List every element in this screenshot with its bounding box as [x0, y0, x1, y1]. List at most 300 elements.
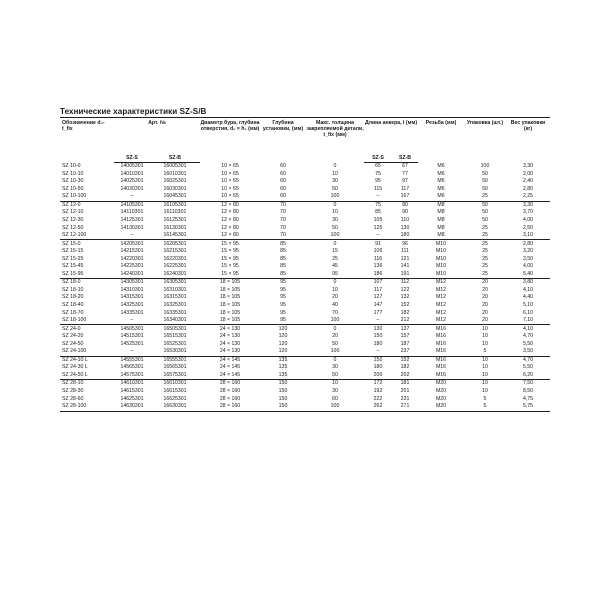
cell-thickness: 30	[332, 388, 338, 395]
cell-weight: 3,80	[506, 279, 550, 287]
table-row	[60, 248, 550, 256]
cell-art-sz-b: 16315301	[163, 294, 187, 301]
cell-pack: 25	[482, 255, 488, 262]
cell-length-sz-b: 181	[392, 380, 418, 388]
cell-thickness: 30	[332, 217, 338, 223]
cell-length-sz-b: 141	[400, 263, 410, 270]
cell-weight: 5,10	[522, 302, 534, 309]
cell-pack: 20	[482, 302, 488, 309]
table-header	[60, 118, 550, 163]
cell-designation: SZ 15-25	[62, 255, 84, 262]
cell-diameter: 15 × 95	[200, 240, 260, 248]
cell-depth: 70	[280, 209, 286, 216]
cell-thickness: 100	[330, 232, 340, 239]
cell-art-sz-s: –	[130, 348, 134, 355]
cell-thread: M8	[437, 232, 445, 239]
header-weight: Вес упаковки (кг)	[510, 120, 546, 132]
cell-weight: 2,50	[522, 224, 534, 231]
cell-depth: 120	[278, 348, 288, 355]
cell-pack: 25	[482, 232, 488, 239]
cell-thickness: 40	[332, 302, 338, 309]
cell-art-sz-s: 14125301	[120, 217, 144, 223]
cell-art-sz-s: 14315301	[120, 294, 144, 301]
cell-thread: M10	[435, 255, 447, 262]
cell-diameter: 10 × 65	[221, 193, 239, 200]
cell-pack: 25	[482, 248, 488, 255]
cell-length-sz-s: 177	[373, 309, 383, 316]
cell-depth: 150	[260, 403, 306, 411]
cell-thread: M10	[435, 263, 447, 270]
table-row	[60, 333, 550, 341]
cell-diameter: 18 × 105	[219, 317, 241, 324]
cell-thread: M20	[418, 403, 464, 411]
cell-weight: 5,50	[522, 364, 534, 371]
cell-weight: 3,30	[506, 201, 550, 209]
cell-length-sz-s: 127	[373, 294, 383, 301]
cell-weight: 8,50	[522, 388, 534, 395]
table-row	[60, 193, 550, 201]
cell-thickness: 100	[306, 403, 364, 411]
cell-art-sz-s: –	[130, 193, 134, 200]
cell-length-sz-s: 222	[373, 395, 383, 402]
cell-diameter: 28 × 160	[219, 388, 241, 395]
cell-art-sz-b: 16610301	[150, 380, 200, 388]
cell-length-sz-b: 231	[400, 395, 410, 402]
cell-depth: 150	[260, 380, 306, 388]
header-pack: Упаковка (шт.)	[466, 120, 504, 126]
cell-length-sz-s: 117	[373, 286, 383, 293]
table-row	[60, 209, 550, 217]
cell-art-sz-s: 14525301	[120, 340, 144, 347]
cell-length-sz-b: 122	[400, 286, 410, 293]
cell-designation: SZ 28-100	[60, 403, 114, 411]
table-row	[60, 325, 550, 333]
cell-diameter: 18 × 105	[219, 286, 241, 293]
cell-pack: 20	[482, 309, 488, 316]
cell-thread: M12	[435, 317, 447, 324]
cell-length-sz-b: 130	[400, 224, 410, 231]
cell-weight: 3,50	[522, 348, 534, 355]
cell-thread: M20	[435, 388, 447, 395]
cell-designation: SZ 24-50 L	[62, 371, 88, 378]
cell-art-sz-s: 14215301	[120, 248, 144, 255]
cell-thickness: 60	[332, 395, 338, 402]
cell-depth: 70	[280, 217, 286, 223]
spec-table	[60, 117, 550, 412]
cell-thickness: 0	[306, 240, 364, 248]
cell-designation: SZ 12-50	[62, 224, 84, 231]
cell-art-sz-s: 14505301	[114, 325, 150, 333]
cell-length-sz-s: 106	[373, 248, 383, 255]
cell-art-sz-s: 14130301	[120, 224, 144, 231]
cell-diameter: 24 × 145	[219, 371, 241, 378]
table-row	[60, 271, 550, 279]
cell-art-sz-s: –	[130, 232, 134, 239]
cell-designation: SZ 12-100	[62, 232, 87, 239]
cell-depth: 85	[280, 270, 286, 277]
table-row	[60, 256, 550, 264]
cell-designation: SZ 12-0	[60, 201, 114, 209]
cell-depth: 95	[280, 286, 286, 293]
header-art-sz-b: SZ-B	[150, 155, 200, 163]
cell-pack: 10	[464, 380, 506, 388]
cell-thickness: 15	[332, 248, 338, 255]
cell-thickness: 0	[333, 162, 337, 169]
cell-depth: 60	[280, 193, 286, 200]
cell-depth: 135	[260, 356, 306, 364]
cell-art-sz-b: 16575301	[163, 371, 187, 378]
cell-art-sz-s: 14610301	[114, 380, 150, 388]
cell-diameter: 15 × 95	[221, 263, 239, 270]
cell-weight: 6,20	[522, 371, 534, 378]
cell-pack: 25	[482, 263, 488, 270]
cell-art-sz-s: –	[130, 317, 134, 324]
cell-length-sz-s: 150	[364, 356, 392, 364]
cell-length-sz-s: 115	[373, 185, 383, 192]
cell-thread: M12	[418, 279, 464, 287]
cell-length-sz-b: 152	[392, 356, 418, 364]
cell-designation: SZ 24-50	[62, 340, 84, 347]
cell-thickness: 50	[332, 371, 338, 378]
header-thread: Резьба (мм)	[425, 120, 457, 126]
cell-thread: M8	[437, 209, 445, 216]
cell-weight: 2,00	[522, 170, 534, 177]
cell-thickness: 30	[332, 364, 338, 371]
cell-length-sz-b: 67	[402, 163, 408, 170]
cell-thread: M12	[435, 309, 447, 316]
cell-thread: M12	[435, 302, 447, 309]
cell-art-sz-s: 14630301	[114, 403, 150, 411]
cell-thread: M16	[435, 348, 447, 355]
cell-diameter: 15 × 95	[221, 270, 239, 277]
cell-thread: M10	[435, 270, 447, 277]
cell-diameter: 24 × 130	[219, 348, 241, 355]
cell-pack: 25	[482, 270, 488, 277]
table-row	[60, 178, 550, 186]
table-row	[60, 302, 550, 310]
cell-art-sz-b: 16615301	[163, 388, 187, 395]
cell-length-sz-b: 111	[401, 248, 409, 255]
cell-art-sz-b: 16325301	[163, 302, 187, 309]
cell-thread: M16	[418, 325, 464, 333]
cell-length-sz-b: 201	[400, 388, 410, 395]
cell-pack: 10	[482, 371, 488, 378]
cell-weight: 4,70	[522, 333, 534, 340]
cell-pack: 10	[482, 333, 488, 340]
table-row	[60, 294, 550, 302]
cell-diameter: 24 × 130	[219, 340, 241, 347]
cell-depth: 95	[260, 279, 306, 287]
cell-length-sz-s: –	[376, 193, 380, 200]
cell-length-sz-b: 90	[402, 209, 408, 216]
cell-thread: M10	[418, 240, 464, 248]
table-row	[60, 309, 550, 317]
cell-art-sz-b: 16505301	[150, 325, 200, 333]
cell-diameter: 10 × 65	[221, 170, 239, 177]
cell-art-sz-s: 14325301	[120, 302, 144, 309]
cell-designation: SZ 18-10	[62, 286, 84, 293]
cell-art-sz-s: 14220301	[120, 255, 144, 262]
cell-diameter: 18 × 105	[219, 302, 241, 309]
cell-diameter: 18 × 105	[219, 309, 241, 316]
cell-length-sz-b: 212	[400, 317, 410, 324]
cell-length-sz-s: 105	[373, 217, 383, 223]
cell-designation: SZ 28-30	[62, 388, 84, 395]
cell-thread: M8	[437, 217, 445, 223]
cell-art-sz-s: 14105301	[114, 201, 150, 209]
cell-thread: M10	[435, 248, 447, 255]
cell-depth: 135	[278, 371, 288, 378]
cell-thread: M16	[435, 333, 447, 340]
cell-designation: SZ 24-30 L	[62, 364, 88, 371]
header-diameter: Диаметр бура, глубина отверстия, d₀ × h₁ (мм)	[200, 120, 260, 132]
cell-pack: 20	[482, 294, 488, 301]
cell-designation: SZ 10-0	[62, 162, 81, 169]
cell-pack: 10	[464, 325, 506, 333]
cell-pack: 20	[482, 286, 488, 293]
cell-length-sz-s: –	[376, 317, 380, 324]
cell-art-sz-s: 14310301	[120, 286, 144, 293]
cell-pack: 50	[482, 170, 488, 177]
cell-art-sz-b: 16215301	[163, 248, 187, 255]
cell-length-sz-b: 112	[392, 279, 418, 287]
cell-weight: 5,50	[522, 340, 534, 347]
cell-diameter: 12 × 80	[221, 224, 239, 231]
cell-length-sz-b: 137	[392, 325, 418, 333]
cell-thread: M8	[437, 224, 445, 231]
table-row	[60, 217, 550, 225]
cell-designation: SZ 10-100	[62, 193, 87, 200]
cell-art-sz-s: 14010301	[120, 170, 144, 177]
cell-length-sz-b: 132	[400, 294, 410, 301]
cell-length-sz-b: 187	[400, 340, 410, 347]
cell-length-sz-s: 136	[373, 263, 383, 270]
cell-weight: 7,10	[522, 317, 534, 324]
cell-weight: 2,25	[522, 193, 534, 200]
cell-length-sz-b: 167	[400, 193, 410, 200]
cell-thickness: 70	[332, 309, 338, 316]
cell-diameter: 24 × 145	[219, 364, 241, 371]
table-row	[60, 279, 550, 287]
cell-designation: SZ 24-100	[62, 348, 87, 355]
cell-pack: 10	[482, 340, 488, 347]
cell-art-sz-b: 16555301	[150, 356, 200, 364]
cell-thread: M12	[435, 294, 447, 301]
cell-art-sz-b: 16025301	[163, 178, 187, 185]
cell-length-sz-s: 125	[373, 224, 383, 231]
cell-depth: 60	[280, 162, 286, 169]
cell-weight: 2,80	[522, 185, 534, 192]
cell-art-sz-b: 16525301	[163, 340, 187, 347]
cell-pack: 25	[482, 224, 488, 231]
table-row	[60, 356, 550, 364]
cell-pack: 10	[482, 388, 488, 395]
cell-weight: 3,50	[522, 255, 534, 262]
cell-art-sz-s: 14555301	[114, 356, 150, 364]
cell-weight: 4,70	[506, 356, 550, 364]
cell-art-sz-s: 14005301	[120, 163, 144, 170]
cell-depth: 120	[260, 325, 306, 333]
cell-diameter: 10 × 65	[221, 185, 239, 192]
cell-weight: 5,75	[506, 403, 550, 411]
cell-thickness: 95	[332, 270, 338, 277]
cell-art-sz-b: 16005301	[163, 163, 187, 170]
cell-art-sz-b: 16045301	[163, 193, 187, 200]
cell-length-sz-b: 202	[400, 371, 410, 378]
cell-pack: 50	[482, 217, 488, 223]
table-row	[60, 287, 550, 295]
cell-length-sz-s: 116	[373, 255, 383, 262]
cell-designation: SZ 18-40	[62, 302, 84, 309]
cell-depth: 85	[280, 263, 286, 270]
cell-weight: 7,50	[506, 380, 550, 388]
cell-art-sz-b: 16530301	[163, 348, 187, 355]
cell-art-sz-s: 14305301	[114, 279, 150, 287]
cell-thickness: 25	[332, 255, 338, 262]
cell-thread: M6	[437, 178, 445, 185]
cell-thread: M6	[437, 162, 445, 169]
cell-art-sz-s: 14615301	[120, 388, 144, 395]
cell-diameter: 28 × 160	[200, 380, 260, 388]
cell-depth: 70	[260, 201, 306, 209]
cell-weight: 2,80	[506, 240, 550, 248]
cell-art-sz-b: 16030301	[163, 185, 187, 192]
table-row	[60, 317, 550, 325]
cell-pack: 5	[483, 348, 487, 355]
table-row	[60, 403, 550, 411]
cell-thickness: 20	[332, 333, 338, 340]
cell-art-sz-s: 14110301	[120, 209, 144, 216]
cell-length-sz-s: 262	[364, 403, 392, 411]
cell-thickness: 0	[306, 356, 364, 364]
cell-art-sz-b: 16010301	[163, 170, 187, 177]
cell-art-sz-s: 14335301	[120, 309, 144, 316]
cell-weight: 3,30	[522, 162, 534, 169]
cell-weight: 4,40	[522, 294, 534, 301]
cell-art-sz-s: 14030301	[120, 185, 144, 192]
cell-length-sz-s: 186	[373, 270, 383, 277]
cell-designation: SZ 15-0	[60, 240, 114, 248]
cell-art-sz-b: 16125301	[163, 217, 187, 223]
cell-thickness: 100	[330, 317, 340, 324]
cell-pack: 100	[480, 162, 490, 169]
table-row	[60, 171, 550, 179]
cell-pack: 50	[464, 201, 506, 209]
table-row	[60, 232, 550, 240]
cell-thickness: 100	[330, 193, 340, 200]
cell-length-sz-s: 192	[373, 388, 383, 395]
cell-pack: 20	[464, 279, 506, 287]
cell-weight: 6,10	[522, 309, 534, 316]
cell-thread: M20	[435, 395, 447, 402]
header-length-sz-b: SZ-B	[392, 155, 418, 163]
cell-depth: 85	[280, 248, 286, 255]
cell-length-sz-s: 75	[375, 170, 381, 177]
cell-art-sz-s: 14025301	[120, 178, 144, 185]
cell-depth: 95	[280, 309, 286, 316]
cell-depth: 95	[280, 302, 286, 309]
cell-pack: 5	[464, 403, 506, 411]
cell-diameter: 10 × 65	[221, 178, 239, 185]
table-row	[60, 240, 550, 248]
cell-designation: SZ 18-20	[62, 294, 84, 301]
cell-art-sz-b: 16630301	[150, 403, 200, 411]
table-row	[60, 201, 550, 209]
cell-depth: 150	[278, 388, 288, 395]
cell-designation: SZ 10-50	[62, 185, 84, 192]
cell-weight: 5,40	[522, 270, 534, 277]
cell-pack: 50	[482, 185, 488, 192]
cell-weight: 4,00	[522, 263, 534, 270]
cell-thickness: 10	[332, 170, 338, 177]
cell-depth: 60	[280, 178, 286, 185]
cell-art-sz-b: 16145301	[163, 232, 187, 239]
cell-length-sz-s: 130	[364, 325, 392, 333]
cell-pack: 25	[464, 240, 506, 248]
table-row	[60, 395, 550, 403]
cell-diameter: 28 × 160	[219, 395, 241, 402]
cell-weight: 4,75	[522, 395, 534, 402]
cell-length-sz-b: 182	[400, 364, 410, 371]
cell-art-sz-b: 16105301	[150, 201, 200, 209]
cell-designation: SZ 24-0	[60, 325, 114, 333]
cell-art-sz-b: 16565301	[163, 364, 187, 371]
cell-thickness: 10	[306, 380, 364, 388]
cell-pack: 20	[482, 317, 488, 324]
cell-art-sz-b: 16110301	[163, 209, 187, 216]
cell-diameter: 12 × 80	[221, 217, 239, 223]
cell-thickness: 30	[332, 178, 338, 185]
cell-pack: 5	[483, 395, 487, 402]
cell-length-sz-b: 152	[400, 302, 410, 309]
cell-weight: 4,10	[522, 286, 534, 293]
cell-length-sz-s: 85	[375, 209, 381, 216]
cell-thickness: 45	[332, 263, 338, 270]
header-depth: Глубина установки, (мм)	[262, 120, 304, 132]
table-row	[60, 186, 550, 194]
cell-thickness: 100	[330, 348, 340, 355]
header-art-sz-s: SZ-S	[114, 155, 150, 163]
cell-diameter: 15 × 95	[221, 255, 239, 262]
cell-length-sz-b: 191	[400, 270, 410, 277]
cell-art-sz-s: 14565301	[120, 364, 144, 371]
cell-length-sz-s: 147	[373, 302, 383, 309]
cell-length-sz-b: 97	[402, 178, 408, 185]
cell-thread: M16	[435, 340, 447, 347]
cell-depth: 120	[278, 340, 288, 347]
cell-art-sz-b: 16305301	[150, 279, 200, 287]
cell-pack: 10	[464, 356, 506, 364]
cell-length-sz-b: 77	[402, 170, 408, 177]
table-row	[60, 341, 550, 349]
cell-thickness: 0	[306, 201, 364, 209]
cell-diameter: 24 × 130	[200, 325, 260, 333]
table-row	[60, 224, 550, 232]
cell-depth: 60	[280, 185, 286, 192]
cell-diameter: 18 × 105	[200, 279, 260, 287]
cell-designation: SZ 15-45	[62, 263, 84, 270]
cell-thread: M16	[418, 356, 464, 364]
cell-designation: SZ 24-20	[62, 333, 84, 340]
cell-designation: SZ 18-100	[62, 317, 87, 324]
cell-thickness: 20	[332, 294, 338, 301]
cell-weight: 3,10	[522, 232, 534, 239]
cell-length-sz-s: 200	[373, 371, 383, 378]
cell-designation: SZ 28-10	[60, 380, 114, 388]
cell-diameter: 24 × 145	[200, 356, 260, 364]
cell-weight: 4,10	[506, 325, 550, 333]
cell-diameter: 10 × 65	[221, 162, 239, 169]
